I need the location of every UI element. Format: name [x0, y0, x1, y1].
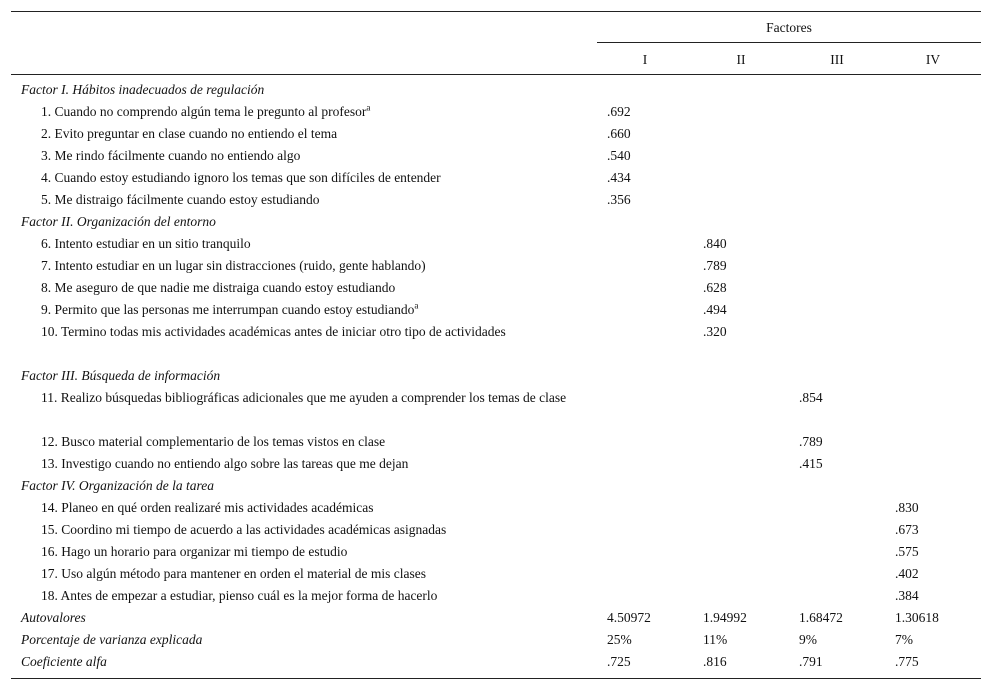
table-row: [11, 297, 981, 319]
row-text: 13. Investigo cuando no entiendo algo sobre las tareas que me dejan: [41, 456, 409, 471]
summary-value: 4.50972: [607, 610, 651, 625]
table-row: [11, 187, 981, 209]
table-bottom-rule: [11, 678, 981, 679]
row-text: Porcentaje de varianza explicada: [21, 632, 203, 647]
loading-value: .673: [895, 522, 919, 537]
table-top-rule: [11, 11, 981, 12]
section-row: [11, 363, 981, 385]
summary-value: 9%: [799, 632, 817, 647]
column-header-iii: III: [830, 52, 844, 67]
item-text: [21, 498, 581, 518]
row-text: Factor II. Organización del entorno: [21, 214, 216, 229]
row-text: 17. Uso algún método para mantener en orden el material de mis clases: [41, 566, 426, 581]
summary-value: 11%: [703, 632, 728, 647]
loading-value: .540: [607, 148, 631, 163]
loading-value: .692: [607, 104, 631, 119]
item-text: [21, 234, 581, 254]
factores-rule: [597, 42, 981, 43]
section-row: [11, 209, 981, 231]
row-text: Factor I. Hábitos inadecuados de regulación: [21, 82, 265, 97]
table-body: [11, 77, 981, 671]
row-text: Coeficiente alfa: [21, 654, 107, 669]
loading-value: .434: [607, 170, 631, 185]
loading-value: .402: [895, 566, 919, 581]
row-text: 9. Permito que las personas me interrumpan cuando estoy estudiando: [41, 302, 415, 317]
summary-row: [11, 605, 981, 627]
table-row: [11, 253, 981, 275]
row-text: Autovalores: [21, 610, 86, 625]
row-text: 10. Termino todas mis actividades académicas antes de iniciar otro tipo de actividades: [41, 324, 506, 339]
row-text: 1. Cuando no comprendo algún tema le pregunto al profesor: [41, 104, 367, 119]
item-text: [21, 586, 581, 606]
summary-value: 1.94992: [703, 610, 747, 625]
row-text: 12. Busco material complementario de los temas vistos en clase: [41, 434, 386, 449]
summary-label: [21, 608, 581, 628]
loading-value: .494: [703, 302, 727, 317]
item-text: [21, 146, 581, 166]
footnote-marker: a: [366, 102, 371, 113]
summary-label: [21, 652, 581, 672]
table-row: [11, 231, 981, 253]
table-row: [11, 121, 981, 143]
row-text: Factor III. Búsqueda de información: [21, 368, 221, 383]
loading-value: .789: [799, 434, 823, 449]
row-text: 5. Me distraigo fácilmente cuando estoy estudiando: [41, 192, 320, 207]
table-row: [11, 495, 981, 517]
row-text: 4. Cuando estoy estudiando ignoro los temas que son difíciles de entender: [41, 170, 441, 185]
row-text: 15. Coordino mi tiempo de acuerdo a las actividades académicas asignadas: [41, 522, 447, 537]
column-header-iv: IV: [925, 52, 941, 67]
table-row: [11, 385, 981, 429]
item-text: [21, 520, 581, 540]
loading-value: .789: [703, 258, 727, 273]
table-row: [11, 561, 981, 583]
summary-value: .816: [703, 654, 727, 669]
table-row: [11, 451, 981, 473]
item-text: [21, 322, 581, 342]
table-row: [11, 99, 981, 121]
summary-value: .775: [895, 654, 919, 669]
table-row: [11, 319, 981, 363]
summary-value: 7%: [895, 632, 913, 647]
item-text: [21, 564, 581, 584]
loading-value: .415: [799, 456, 823, 471]
summary-row: [11, 649, 981, 671]
loading-value: .854: [799, 390, 823, 405]
footnote-marker: a: [414, 300, 419, 311]
row-text: 11. Realizo búsquedas bibliográficas adicionales que me ayuden a comprender los temas de clase: [41, 390, 567, 405]
summary-value: 1.30618: [895, 610, 939, 625]
loading-value: .356: [607, 192, 631, 207]
row-text: 7. Intento estudiar en un lugar sin distracciones (ruido, gente hablando): [41, 258, 426, 273]
item-text: [21, 542, 581, 562]
loading-value: .840: [703, 236, 727, 251]
table-row: [11, 539, 981, 561]
item-text: [21, 124, 581, 144]
section-row: [11, 473, 981, 495]
summary-value: 25%: [607, 632, 632, 647]
summary-value: .791: [799, 654, 823, 669]
table-row: [11, 429, 981, 451]
loading-value: .830: [895, 500, 919, 515]
item-text: [21, 432, 581, 452]
row-text: 3. Me rindo fácilmente cuando no entiendo algo: [41, 148, 301, 163]
item-text: [21, 168, 581, 188]
item-text: [21, 300, 581, 320]
section-row: [11, 77, 981, 99]
table-row: [11, 517, 981, 539]
column-header-ii: II: [736, 52, 746, 67]
table-row: [11, 275, 981, 297]
summary-value: .725: [607, 654, 631, 669]
row-text: 8. Me aseguro de que nadie me distraiga cuando estoy estudiando: [41, 280, 396, 295]
column-header-i: I: [642, 52, 648, 67]
summary-row: [11, 627, 981, 649]
loading-value: .628: [703, 280, 727, 295]
row-text: 16. Hago un horario para organizar mi tiempo de estudio: [41, 544, 348, 559]
item-text: [21, 388, 581, 408]
summary-value: 1.68472: [799, 610, 843, 625]
row-text: 14. Planeo en qué orden realizaré mis actividades académicas: [41, 500, 374, 515]
item-text: [21, 190, 581, 210]
row-text: 6. Intento estudiar en un sitio tranquilo: [41, 236, 251, 251]
item-text: [21, 278, 581, 298]
section-title: [21, 366, 581, 386]
row-text: 18. Antes de empezar a estudiar, pienso cuál es la mejor forma de hacerlo: [41, 588, 438, 603]
table-row: [11, 583, 981, 605]
row-text: Factor IV. Organización de la tarea: [21, 478, 214, 493]
header-bottom-rule: [11, 74, 981, 75]
loading-value: .660: [607, 126, 631, 141]
summary-label: [21, 630, 581, 650]
loading-value: .320: [703, 324, 727, 339]
section-title: [21, 80, 581, 100]
table-row: [11, 165, 981, 187]
table-row: [11, 143, 981, 165]
item-text: [21, 102, 581, 122]
item-text: [21, 256, 581, 276]
factores-header: Factores: [766, 20, 812, 35]
loading-value: .384: [895, 588, 919, 603]
row-text: 2. Evito preguntar en clase cuando no entiendo el tema: [41, 126, 338, 141]
section-title: [21, 476, 581, 496]
section-title: [21, 212, 581, 232]
loading-value: .575: [895, 544, 919, 559]
item-text: [21, 454, 581, 474]
